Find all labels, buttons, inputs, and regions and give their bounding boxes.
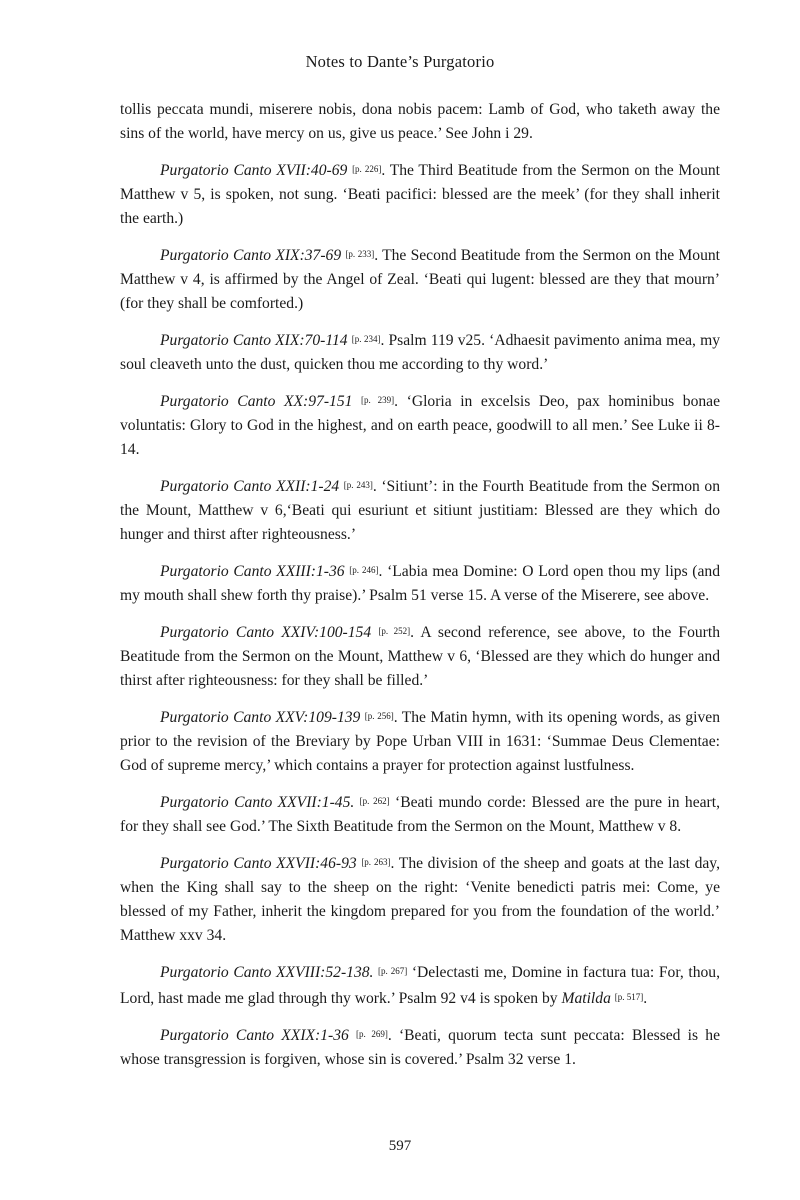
page-number: 597 <box>388 1138 412 1154</box>
note-paragraph <box>120 558 720 608</box>
page-reference-link[interactable]: [p. 267] <box>378 966 408 976</box>
note-paragraph <box>120 619 720 693</box>
notes-body <box>120 98 720 1083</box>
note-text: ‘Beati mundo corde: Blessed are the pure in heart, for they shall see God.’ The Sixth Beatitude from the Sermon on the Mount, Matthew v 8. <box>120 794 720 835</box>
character-name-link[interactable]: Matilda <box>561 990 611 1007</box>
note-paragraph <box>120 959 720 1011</box>
note-text: ‘Delectasti me, Domine in factura tua: For, thou, Lord, hast made me glad through thy work.’ Psalm 92 v4 is spoken by <box>120 964 720 1007</box>
canto-reference-link[interactable]: Purgatorio Canto XXIV:100-154 <box>160 624 372 641</box>
page-reference-link[interactable]: [p. 246] <box>349 565 379 575</box>
note-text: . The Third Beatitude from the Sermon on the Mount Matthew v 5, is spoken, not sung. ‘Beati pacifici: blessed are the meek’ (for they shall inherit the earth.) <box>120 162 721 227</box>
note-paragraph <box>120 388 720 462</box>
note-text: . ‘Sitiunt’: in the Fourth Beatitude from the Sermon on the Mount, Matthew v 6,‘Beati qui esuriunt et sitiunt justitiam: Blessed are they which do hunger and thirst after righteousness.’ <box>120 478 720 543</box>
note-text: . The division of the sheep and goats at the last day, when the King shall say to the sheep on the right: ‘Venite benedicti patris mei: Come, ye blessed of my Father, inherit the kingdom prepared for you from the foundation of the world.’ Matthew xxv 34. <box>120 855 720 944</box>
page-reference-link[interactable]: [p. 252] <box>378 626 411 636</box>
canto-reference-link[interactable]: Purgatorio Canto XIX:37-69 <box>160 247 342 264</box>
canto-reference-link[interactable]: Purgatorio Canto XVII:40-69 <box>160 162 348 179</box>
page-reference-link[interactable]: [p. 243] <box>343 480 373 490</box>
canto-reference-link[interactable]: Purgatorio Canto XXV:109-139 <box>160 709 361 726</box>
page-reference-link[interactable]: [p. 233] <box>345 249 375 259</box>
page-reference-link[interactable]: [p. 256] <box>364 711 394 721</box>
canto-reference-link[interactable]: Purgatorio Canto XXVII:1-45. <box>160 794 355 811</box>
note-paragraph <box>120 789 720 839</box>
note-text: . A second reference, see above, to the Fourth Beatitude from the Sermon on the Mount, Matthew v 6, ‘Blessed are they which do hunger and thirst after righteousness: for they shall be filled.’ <box>120 624 721 689</box>
note-paragraph <box>120 327 720 377</box>
running-header: Notes to Dante’s Purgatorio <box>305 52 495 71</box>
note-paragraph <box>120 242 720 316</box>
note-paragraph <box>120 473 720 547</box>
page-reference-link[interactable]: [p. 517] <box>614 992 644 1002</box>
page-reference-link[interactable]: [p. 262] <box>359 796 390 806</box>
note-text-end: . <box>643 990 648 1007</box>
note-paragraph <box>120 704 720 778</box>
canto-reference-link[interactable]: Purgatorio Canto XXIX:1-36 <box>160 1027 349 1044</box>
page-reference-link[interactable]: [p. 234] <box>351 334 381 344</box>
page-reference-link[interactable]: [p. 239] <box>361 395 395 405</box>
page-reference-link[interactable]: [p. 269] <box>356 1029 388 1039</box>
note-text: . ‘Beati, quorum tecta sunt peccata: Blessed is he whose transgression is forgiven, whose sin is covered.’ Psalm 32 verse 1. <box>120 1027 721 1068</box>
continued-paragraph: tollis peccata mundi, miserere nobis, dona nobis pacem: Lamb of God, who taketh away the sins of the world, have mercy on us, give us peace.’ See John i 29. <box>120 101 720 142</box>
page-reference-link[interactable]: [p. 226] <box>352 164 382 174</box>
note-text: . Psalm 119 v25. ‘Adhaesit pavimento anima mea, my soul cleaveth unto the dust, quicken thou me according to thy word.’ <box>120 332 721 373</box>
canto-reference-link[interactable]: Purgatorio Canto XXVII:46-93 <box>160 855 357 872</box>
note-paragraph <box>120 850 720 948</box>
note-text: . ‘Gloria in excelsis Deo, pax hominibus bonae voluntatis: Glory to God in the highest, and on earth peace, goodwill to all men.’ See Luke ii 8-14. <box>120 393 721 458</box>
note-paragraph <box>120 1022 720 1072</box>
note-text: . ‘Labia mea Domine: O Lord open thou my lips (and my mouth shall shew forth thy praise).’ Psalm 51 verse 15. A verse of the Miserere, see above. <box>120 563 721 604</box>
canto-reference-link[interactable]: Purgatorio Canto XXVIII:52-138. <box>160 964 374 981</box>
note-text: . The Second Beatitude from the Sermon on the Mount Matthew v 4, is affirmed by the Angel of Zeal. ‘Beati qui lugent: blessed are they that mourn’ (for they shall be comforted.) <box>120 247 721 312</box>
canto-reference-link[interactable]: Purgatorio Canto XIX:70-114 <box>160 332 348 349</box>
canto-reference-link[interactable]: Purgatorio Canto XX:97-151 <box>160 393 353 410</box>
canto-reference-link[interactable]: Purgatorio Canto XXII:1-24 <box>160 478 340 495</box>
canto-reference-link[interactable]: Purgatorio Canto XXIII:1-36 <box>160 563 345 580</box>
note-paragraph <box>120 157 720 231</box>
note-text: . The Matin hymn, with its opening words, as given prior to the revision of the Breviary by Pope Urban VIII in 1631: ‘Summae Deus Clementae: God of supreme mercy,’ which contains a prayer for protection against lustfulness. <box>120 709 720 774</box>
page-reference-link[interactable]: [p. 263] <box>361 857 391 867</box>
